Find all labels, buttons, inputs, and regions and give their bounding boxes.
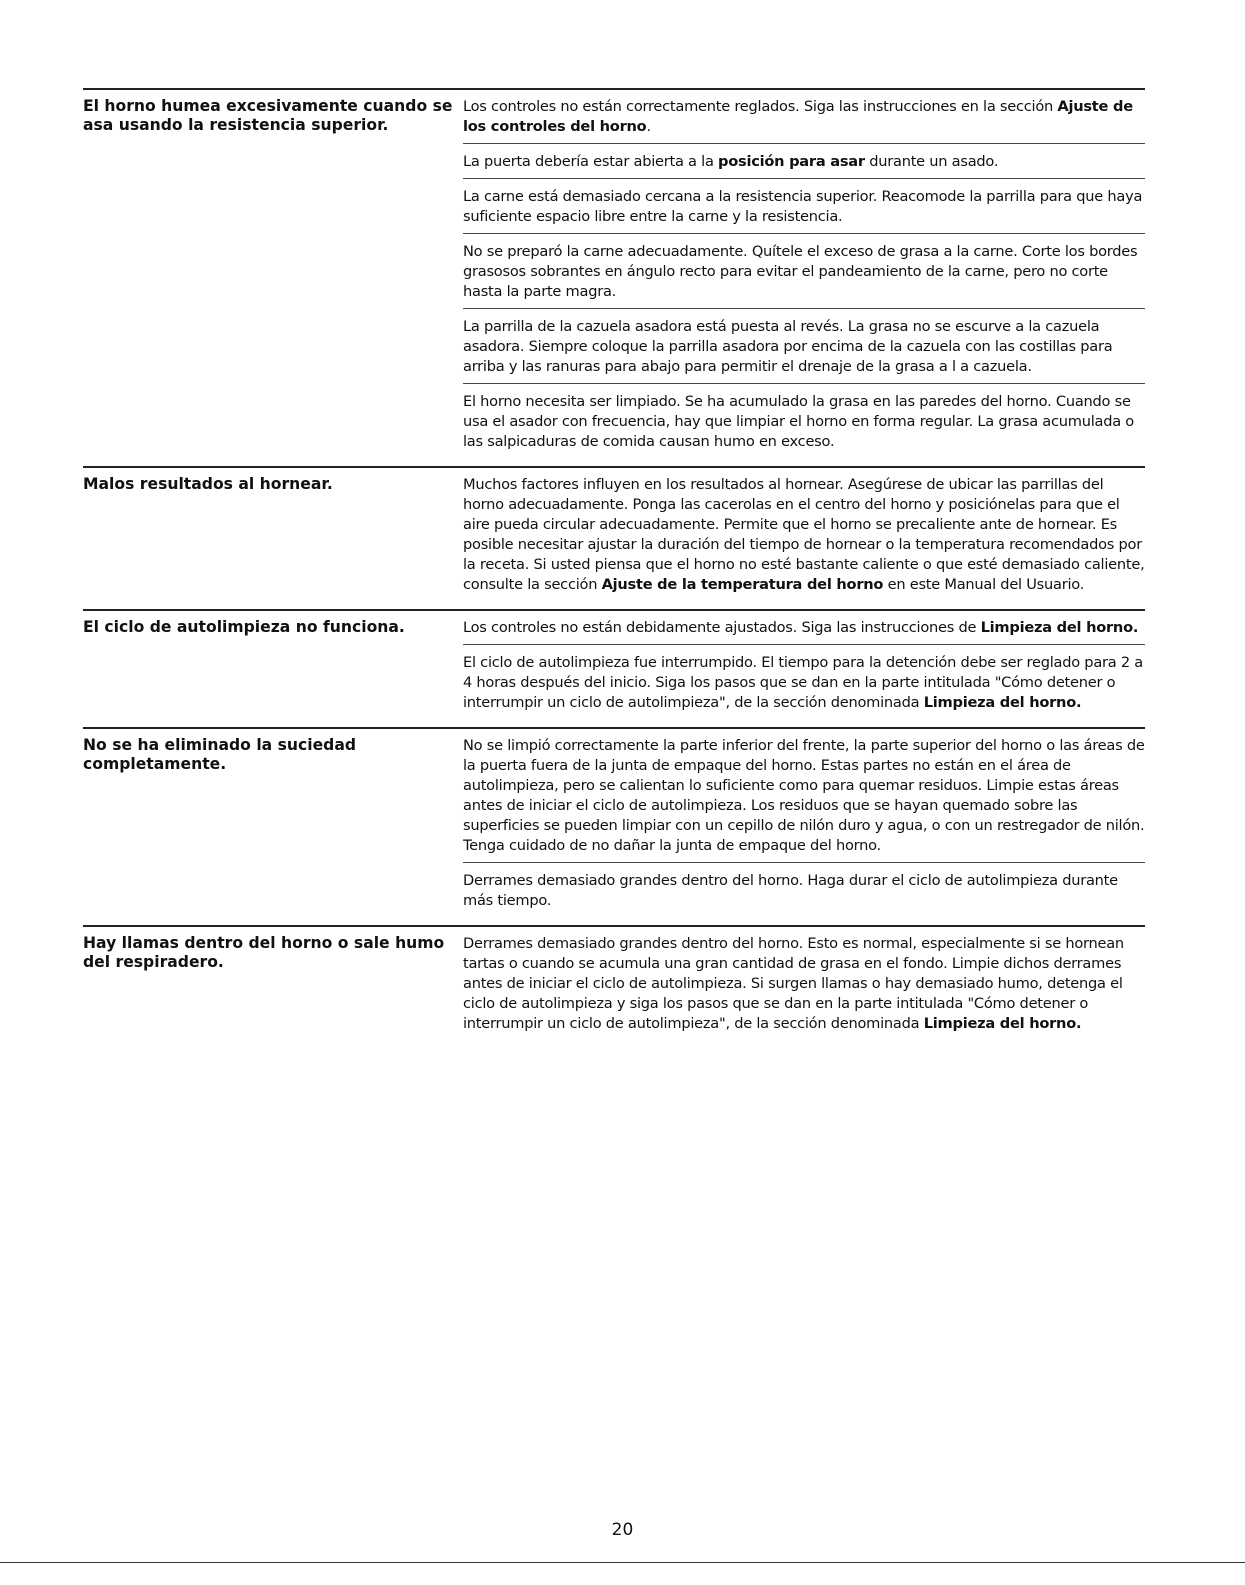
section-self-clean-fails [83,609,1145,719]
cause-list [463,97,1145,458]
cause-item [463,233,1145,308]
cause-after-text: . [646,118,651,135]
cause-bold-text: Limpieza del horno. [923,694,1082,711]
problem-title: Malos resultados al hornear. [83,475,333,493]
problem-title: El ciclo de autolimpieza no funciona. [83,618,405,636]
cause-item [463,644,1145,719]
cause-item [463,618,1145,644]
problem-title: No se ha eliminado la suciedad completamente. [83,736,357,773]
cause-text: Los controles no están debidamente ajustados. Siga las instrucciones de [463,619,977,636]
cause-item [463,934,1145,1040]
cause-list [463,934,1145,1040]
cause-item [463,143,1145,178]
cause-text: Muchos factores influyen en los resultados al hornear. Asegúrese de ubicar las parrillas del horno adecuadamente. Ponga las cacerolas en el centro del horno y posiciónelas para que el aire pueda circular adecuadamente. Permite que el horno se precaliente ante de hornear. Es posible necesitar ajustar la duración del tiempo de hornear o la temperatura recomendados por la receta. Si usted piensa que el horno no esté bastante caliente o que esté demasiado caliente, consulte la sección [463,476,1145,593]
cause-item [463,862,1145,917]
section-flames-smoke [83,925,1145,1040]
cause-text: Derrames demasiado grandes dentro del horno. Esto es normal, especialmente si se hornean tartas o cuando se acumula una gran cantidad de grasa en el fondo. Limpie dichos derrames antes de iniciar el ciclo de autolimpieza. Si surgen llamas o hay demasiado humo, detenga el ciclo de autolimpieza y siga los pasos que se dan en la parte intitulada "Cómo detener o interrumpir un ciclo de autolimpieza", de la sección denominada [463,935,1124,1032]
section-soil-not-removed [83,727,1145,917]
cause-bold-text: posición para asar [718,153,865,170]
cause-item [463,178,1145,233]
cause-list [463,475,1145,601]
cause-text: Los controles no están correctamente reglados. Siga las instrucciones en la sección [463,98,1054,115]
problem-title: Hay llamas dentro del horno o sale humo del respiradero. [83,934,445,971]
cause-text: No se preparó la carne adecuadamente. Quítele el exceso de grasa a la carne. Corte los bordes grasosos sobrantes en ángulo recto para evitar el pandeamiento de la carne, pero no corte hasta la parte magra. [463,243,1138,300]
troubleshooting-table [83,88,1145,1040]
cause-list [463,736,1145,917]
cause-bold-text: Limpieza del horno. [980,619,1139,636]
cause-text: La puerta debería estar abierta a la [463,153,714,170]
cause-bold-text: Ajuste de los controles del horno [463,98,1133,135]
cause-item [463,475,1145,601]
cause-bold-text: Ajuste de la temperatura del horno [601,576,884,593]
cause-item [463,736,1145,862]
cause-text: Derrames demasiado grandes dentro del horno. Haga durar el ciclo de autolimpieza durante más tiempo. [463,872,1118,909]
cause-text: No se limpió correctamente la parte inferior del frente, la parte superior del horno o las áreas de la puerta fuera de la junta de empaque del horno. Estas partes no están en el área de autolimpieza, pero se calientan lo suficiente como para quemar residuos. Limpie estas áreas antes de iniciar el ciclo de autolimpieza. Los residuos que se hayan quemado sobre las superficies se pueden limpiar con un cepillo de nilón duro y agua, o con un restregador de nilón. Tenga cuidado de no dañar la junta de empaque del horno. [463,737,1145,854]
cause-text: El ciclo de autolimpieza fue interrumpido. El tiempo para la detención debe ser reglado para 2 a 4 horas después del inicio. Siga los pasos que se dan en la parte intitulada "Cómo detener o interrumpir un ciclo de autolimpieza", de la sección denominada [463,654,1143,711]
cause-list [463,618,1145,719]
problem-title: El horno humea excesivamente cuando se asa usando la resistencia superior. [83,97,453,134]
cause-bold-text: Limpieza del horno. [923,1015,1082,1032]
cause-text: El horno necesita ser limpiado. Se ha acumulado la grasa en las paredes del horno. Cuando se usa el asador con frecuencia, hay que limpiar el horno en forma regular. La grasa acumulada o las salpicaduras de comida causan humo en exceso. [463,393,1134,450]
page-number: 20 [611,1520,634,1540]
section-poor-baking [83,466,1145,601]
section-smoke-broiling [83,88,1145,458]
cause-item [463,97,1145,143]
bottom-rule [0,1562,1245,1563]
cause-item [463,383,1145,458]
cause-after-text: durante un asado. [869,153,999,170]
cause-item [463,308,1145,383]
cause-text: La carne está demasiado cercana a la resistencia superior. Reacomode la parrilla para que haya suficiente espacio libre entre la carne y la resistencia. [463,188,1143,225]
cause-after-text: en este Manual del Usuario. [887,576,1085,593]
cause-text: La parrilla de la cazuela asadora está puesta al revés. La grasa no se escurve a la cazuela asadora. Siempre coloque la parrilla asadora por encima de la cazuela con las costillas para arriba y las ranuras para abajo para permitir el drenaje de la grasa a l a cazuela. [463,318,1113,375]
